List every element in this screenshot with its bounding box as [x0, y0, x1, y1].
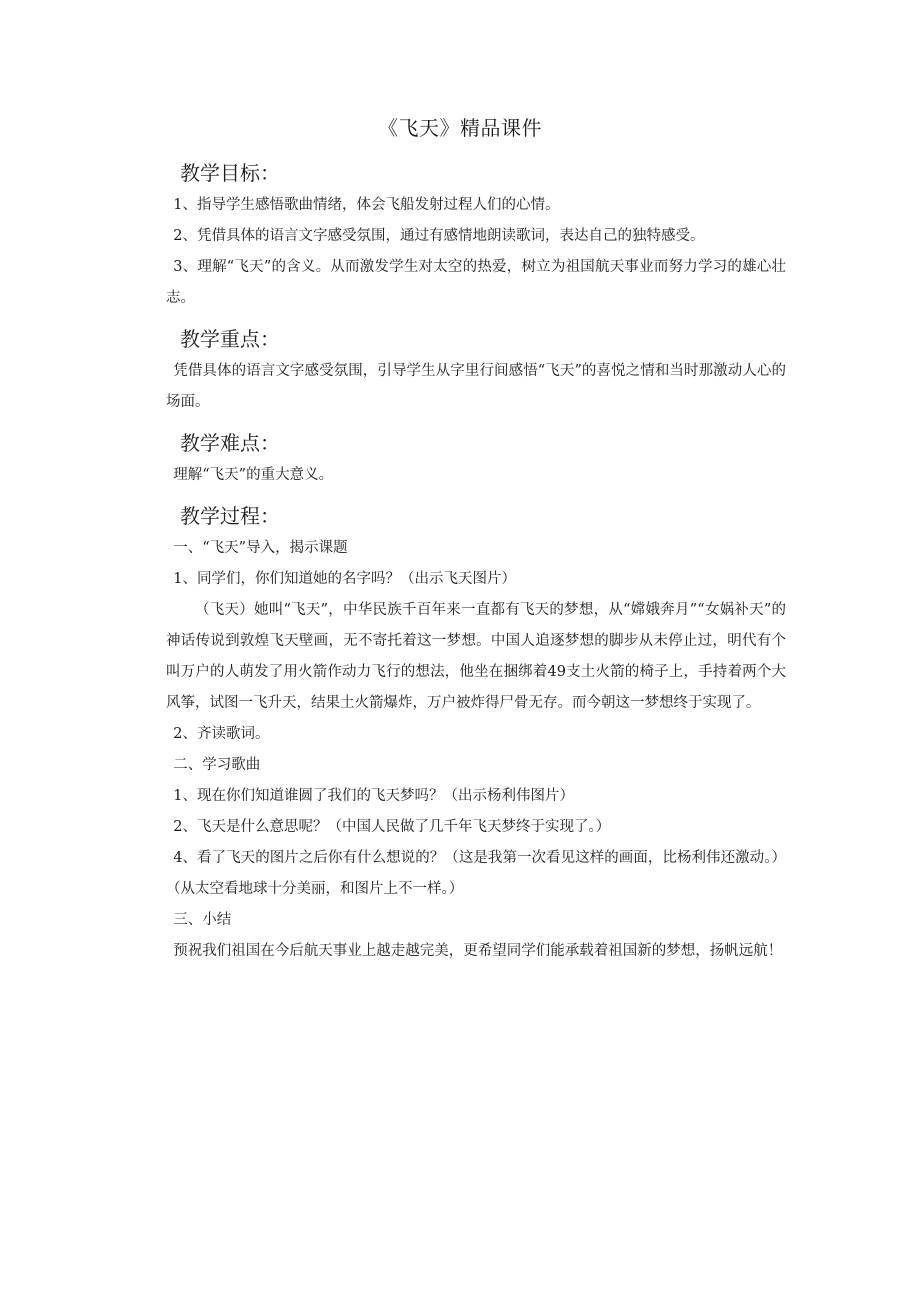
process-paragraph: 预祝我们祖国在今后航天事业上越走越完美，更希望同学们能承载着祖国新的梦想，扬帆远航！: [173, 943, 783, 959]
objective-item: 3、理解“飞天”的含义。从而激发学生对太空的热爱，树立为祖国航天事业而努力学习的雄心壮志。: [166, 259, 786, 306]
key-points-heading: 教学重点：: [180, 327, 280, 351]
difficulties-text: 理解“飞天”的重大意义。: [173, 467, 334, 483]
process-step: 1、现在你们知道谁圆了我们的飞天梦吗？（出示杨利伟图片）: [173, 788, 574, 804]
objective-item: 1、指导学生感悟歌曲情绪，体会飞船发射过程人们的心情。: [173, 197, 560, 213]
document-body: [166, 156, 786, 967]
process-step: 4、看了飞天的图片之后你有什么想说的？（这是我第一次看见这样的画面，比杨利伟还激动。）（从太空看地球十分美丽，和图片上不一样。）: [166, 850, 786, 897]
document-title: 《飞天》精品课件: [378, 116, 542, 140]
objective-item: 2、凭借具体的语言文字感受氛围，通过有感情地朗读歌词，表达自己的独特感受。: [173, 228, 705, 244]
process-step: 2、飞天是什么意思呢？（中国人民做了几千年飞天梦终于实现了。）: [173, 819, 611, 835]
process-section-heading: 一、“飞天”导入，揭示课题: [173, 540, 348, 556]
process-heading: 教学过程：: [180, 504, 280, 528]
process-section-heading: 三、小结: [173, 912, 232, 928]
objectives-heading: 教学目标：: [180, 161, 280, 185]
process-section-heading: 二、学习歌曲: [173, 757, 261, 773]
process-step: 1、同学们，你们知道她的名字吗？（出示飞天图片）: [173, 571, 516, 587]
difficulties-heading: 教学难点：: [180, 431, 280, 455]
key-points-text: 凭借具体的语言文字感受氛围，引导学生从字里行间感悟“飞天”的喜悦之情和当时那激动人心的场面。: [166, 363, 786, 410]
process-step: 2、齐读歌词。: [173, 726, 270, 742]
process-paragraph: （飞天）她叫“飞天”，中华民族千百年来一直都有飞天的梦想，从“嫦娥奔月”“女娲补天”的神话传说到敦煌飞天壁画，无不寄托着这一梦想。中国人追逐梦想的脚步从未停止过，明代有个叫万户的人萌发了用火箭作动力飞行的想法，他坐在捆绑着49支土火箭的椅子上，手持着两个大风筝，试图一飞升天，结果土火箭爆炸，万户被炸得尸骨无存。而今朝这一梦想终于实现了。: [166, 602, 786, 711]
